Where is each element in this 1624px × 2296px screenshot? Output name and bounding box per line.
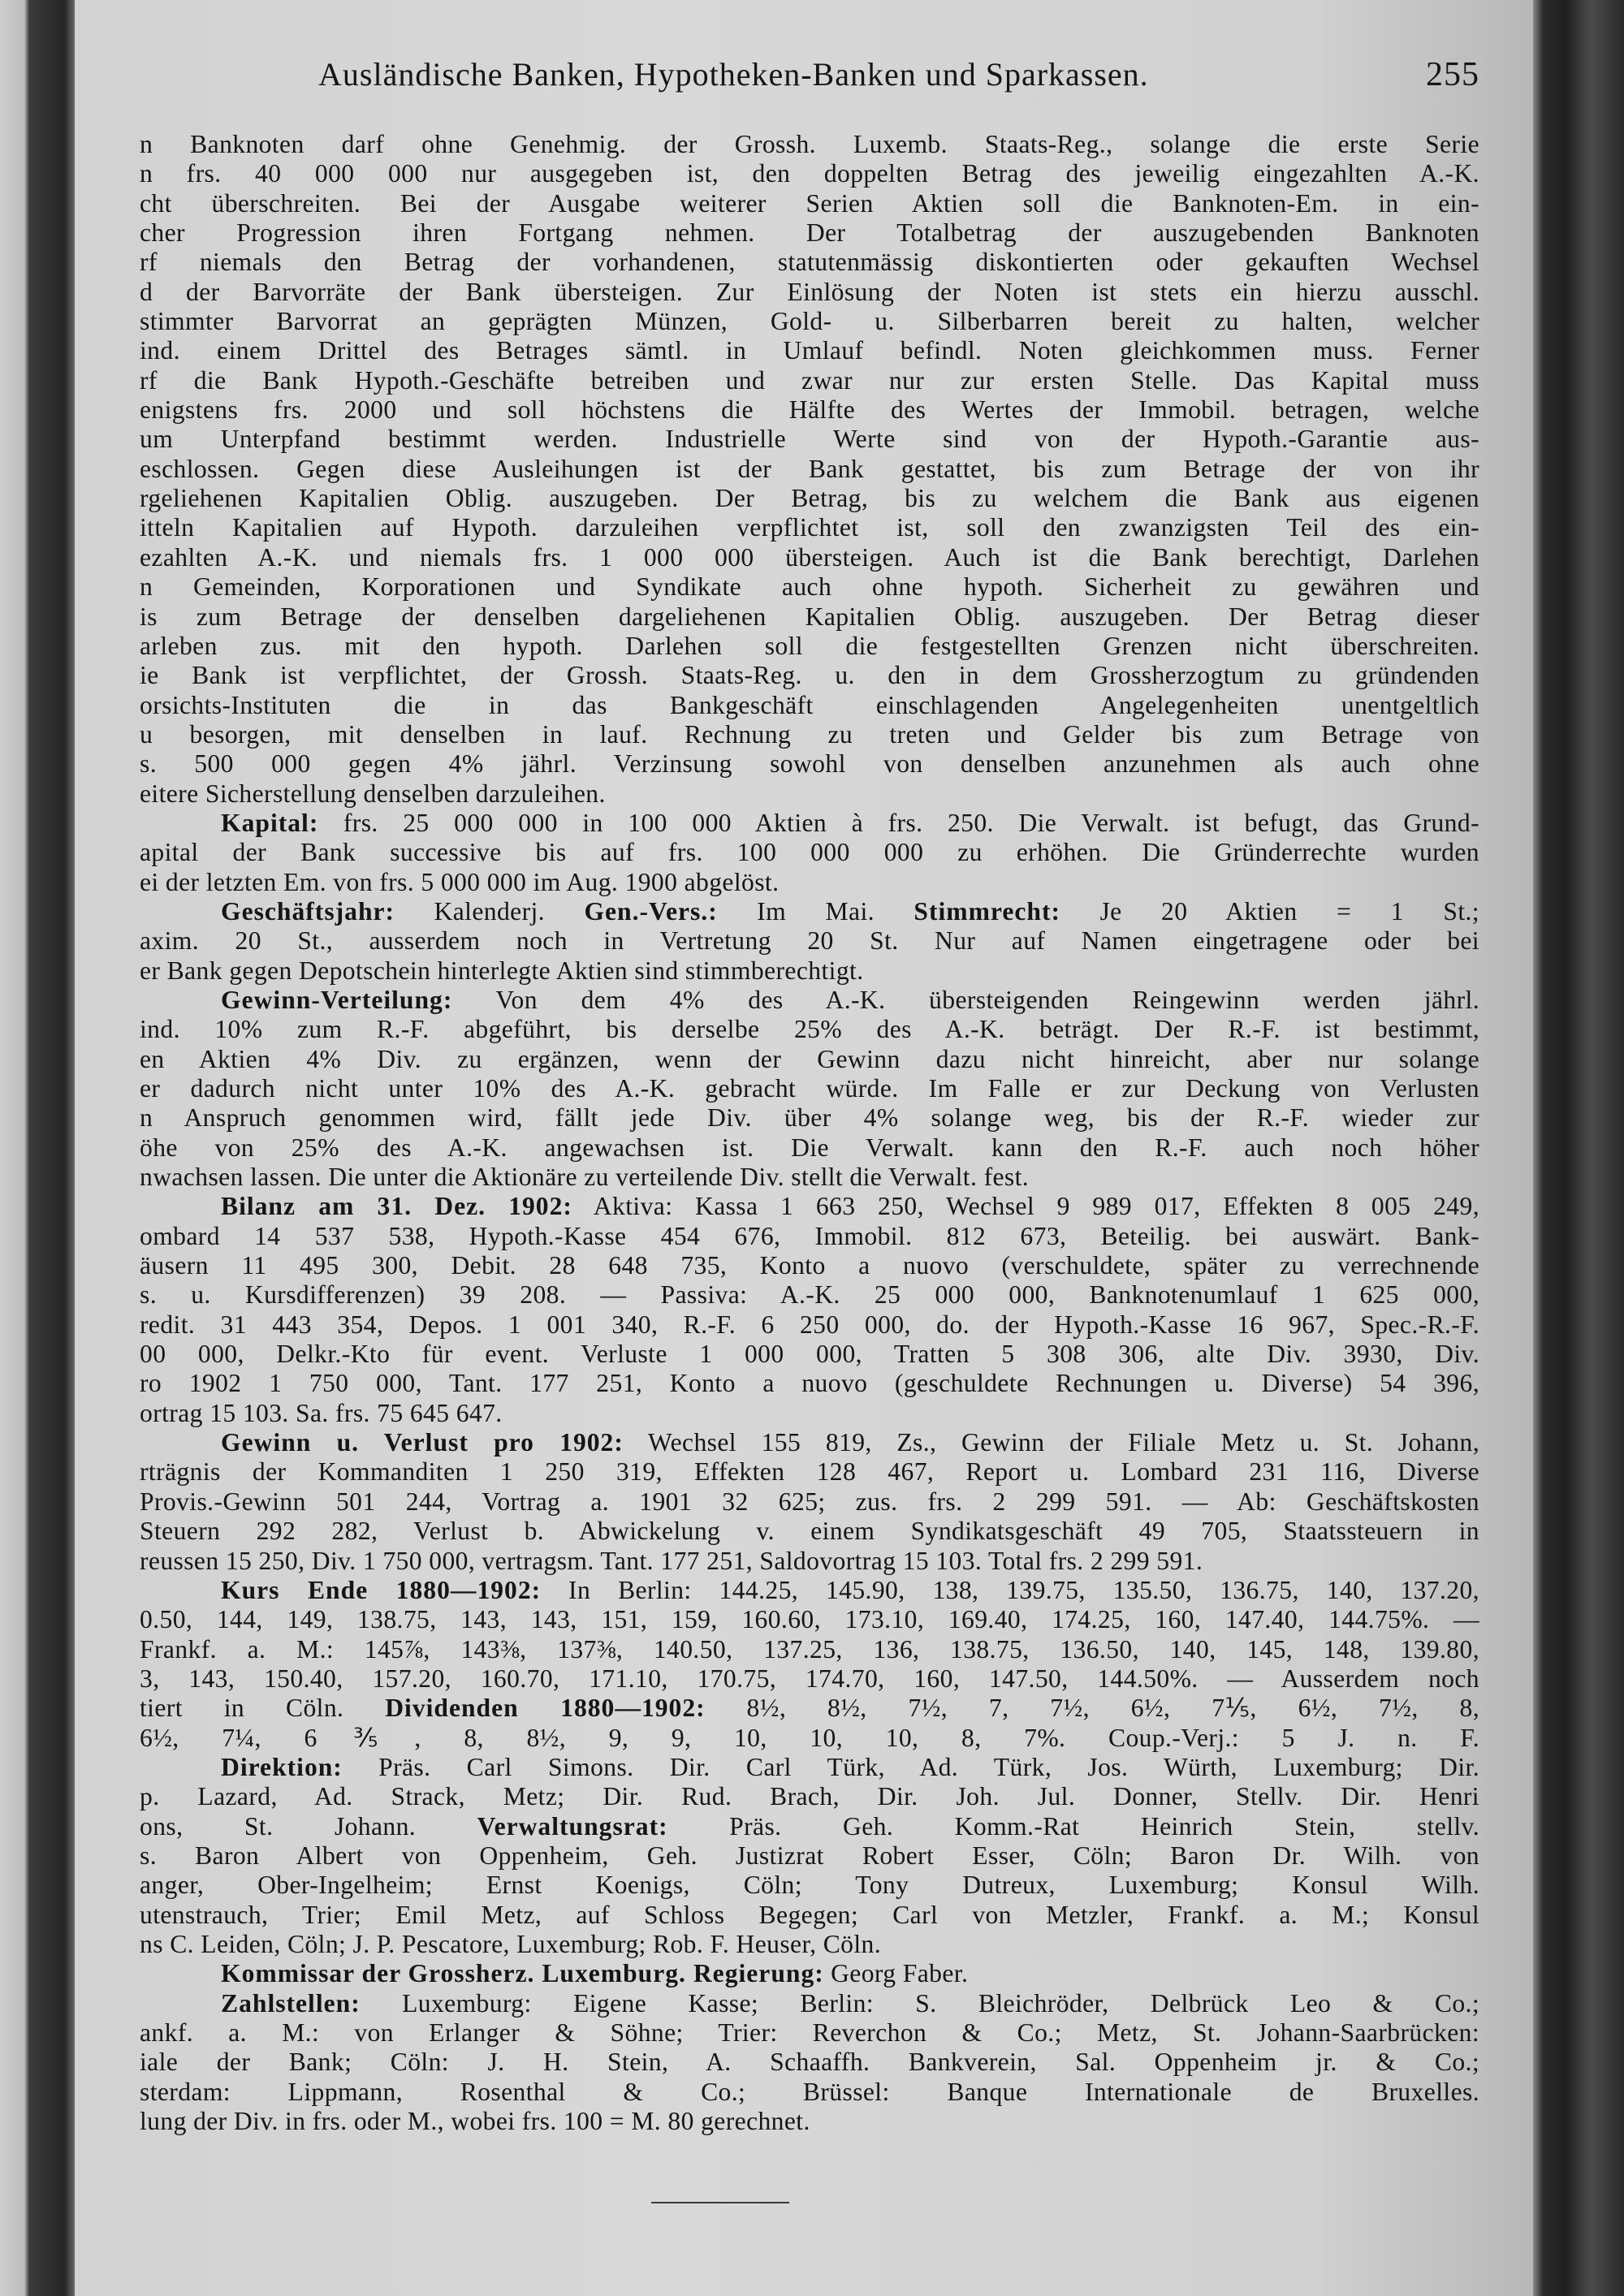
text-line: is zum Betrage der denselben dargeliehenen Kapitalien Oblig. auszugeben. Der Betrag dieser (140, 602, 1479, 631)
page-number: 255 (1426, 56, 1479, 93)
text-line: ei der letzten Em. von frs. 5 000 000 im Aug. 1900 abgelöst. (140, 867, 780, 896)
text-line: s. Baron Albert von Oppenheim, Geh. Justizrat Robert Esser, Cöln; Baron Dr. Wilh. von (140, 1841, 1479, 1870)
section-heading: Stimmrecht: (914, 896, 1061, 926)
text-line: itteln Kapitalien auf Hypoth. darzuleihen verpflichtet ist, soll den zwanzigsten Teil des ein- (140, 513, 1479, 542)
text-line: sterdam: Lippmann, Rosenthal & Co.; Brüssel: Banque Internationale de Bruxelles. (140, 2077, 1479, 2106)
text-line: s. u. Kursdifferenzen) 39 208. — Passiva: A.-K. 25 000 000, Banknotenumlauf 1 625 000, (140, 1280, 1479, 1310)
text-line: 00 000, Delkr.-Kto für event. Verluste 1 000 000, Tratten 5 308 306, alte Div. 3930, Div. (140, 1340, 1479, 1369)
text-line: ns C. Leiden, Cöln; J. P. Pescatore, Luxemburg; Rob. F. Heuser, Cöln. (140, 1929, 882, 1958)
text-line: stimmter Barvorrat an geprägten Münzen, Gold- u. Silberbarren bereit zu halten, welcher (140, 307, 1479, 336)
text-line: rträgnis der Kommanditen 1 250 319, Effekten 128 467, Report u. Lombard 231 116, Diverse (140, 1457, 1479, 1487)
text-line: Gewinn u. Verlust pro 1902: Wechsel 155 819, Zs., Gewinn der Filiale Metz u. St. Johann, (221, 1428, 1479, 1457)
text-line: Steuern 292 282, Verlust b. Abwickelung v. einem Syndikatsgeschäft 49 705, Staatssteuern in (140, 1517, 1479, 1546)
text-line: tiert in Cöln. Dividenden 1880—1902: 8½, 8½, 7½, 7, 7½, 6½, 7⅕, 6½, 7½, 8, (140, 1694, 1479, 1723)
text-line: Frankf. a. M.: 145⅞, 143⅜, 137⅜, 140.50, 137.25, 136, 138.75, 136.50, 140, 145, 148, 139.80, (140, 1634, 1479, 1664)
section-heading: Gewinn-Verteilung: (221, 985, 453, 1014)
section-heading: Gewinn u. Verlust pro 1902: (221, 1428, 624, 1457)
text-line: nwachsen lassen. Die unter die Aktionäre zu verteilende Div. stellt die Verwalt. fest. (140, 1163, 1030, 1192)
text-line: n Anspruch genommen wird, fällt jede Div. über 4% solange weg, bis der R.-F. wieder zur (140, 1103, 1479, 1133)
text-line: lung der Div. in frs. oder M., wobei frs. 100 = M. 80 gerechnet. (140, 2107, 810, 2136)
text-line: cher Progression ihren Fortgang nehmen. Der Totalbetrag der auszugebenden Banknoten (140, 218, 1479, 248)
text-line: cht überschreiten. Bei der Ausgabe weiterer Serien Aktien soll die Banknoten-Em. in ein- (140, 188, 1479, 218)
text-line: p. Lazard, Ad. Strack, Metz; Dir. Rud. Brach, Dir. Joh. Jul. Donner, Stellv. Dir. Henri (140, 1782, 1479, 1811)
text-line: axim. 20 St., ausserdem noch in Vertretung 20 St. Nur auf Namen eingetragene oder bei (140, 926, 1479, 956)
section-heading: Verwaltungsrat: (477, 1811, 668, 1841)
text-line: Direktion: Präs. Carl Simons. Dir. Carl Türk, Ad. Türk, Jos. Würth, Luxemburg; Dir. (221, 1752, 1479, 1781)
body-text (140, 130, 1479, 2136)
text-line: utenstrauch, Trier; Emil Metz, auf Schloss Begegen; Carl von Metzler, Frankf. a. M.; Konsul (140, 1900, 1479, 1929)
text-line: redit. 31 443 354, Depos. 1 001 340, R.-F. 6 250 000, do. der Hypoth.-Kasse 16 967, Spec.-R.-F. (140, 1310, 1479, 1339)
text-line: en Aktien 4% Div. zu ergänzen, wenn der Gewinn dazu nicht hinreicht, aber nur solange (140, 1044, 1479, 1073)
section-heading: Zahlstellen: (221, 1988, 361, 2018)
text-line: ortrag 15 103. Sa. frs. 75 645 647. (140, 1398, 503, 1427)
header-title: Ausländische Banken, Hypotheken-Banken und Sparkassen. (318, 56, 1149, 93)
text-line: reussen 15 250, Div. 1 750 000, vertragsm. Tant. 177 251, Saldovortrag 15 103. Total frs. 2 299 591. (140, 1546, 1203, 1575)
text-line: ind. einem Drittel des Betrages sämtl. in Umlauf befindl. Noten gleichkommen muss. Ferner (140, 336, 1479, 365)
section-heading: Kommissar der Grossherz. Luxemburg. Regierung: (221, 1959, 824, 1988)
text-line: Bilanz am 31. Dez. 1902: Aktiva: Kassa 1 663 250, Wechsel 9 989 017, Effekten 8 005 249, (221, 1192, 1479, 1221)
text-line: n frs. 40 000 000 nur ausgegeben ist, den doppelten Betrag des jeweilig eingezahlten A.-K. (140, 159, 1479, 188)
section-heading: Dividenden 1880—1902: (385, 1694, 706, 1723)
section-heading: Bilanz am 31. Dez. 1902: (221, 1192, 572, 1221)
text-line: ankf. a. M.: von Erlanger & Söhne; Trier: Reverchon & Co.; Metz, St. Johann-Saarbrücken: (140, 2018, 1479, 2047)
text-line: iale der Bank; Cöln: J. H. Stein, A. Schaaffh. Bankverein, Sal. Oppenheim jr. & Co.; (140, 2048, 1479, 2077)
text-line: 0.50, 144, 149, 138.75, 143, 143, 151, 159, 160.60, 173.10, 169.40, 174.25, 160, 147.40, 144.75%. — (140, 1605, 1479, 1634)
text-line: rf niemals den Betrag der vorhandenen, statutenmässig diskontierten oder gekauften Wechsel (140, 248, 1479, 277)
text-line: anger, Ober-Ingelheim; Ernst Koenigs, Cöln; Tony Dutreux, Luxemburg; Konsul Wilh. (140, 1871, 1479, 1900)
text-line: orsichts-Instituten die in das Bankgeschäft einschlagenden Angelegenheiten unentgeltlich (140, 690, 1479, 719)
text-line: Geschäftsjahr: Kalenderj. Gen.-Vers.: Im Mai. Stimmrecht: Je 20 Aktien = 1 St.; (221, 896, 1479, 926)
text-line: Kommissar der Grossherz. Luxemburg. Regierung: Georg Faber. (221, 1959, 969, 1988)
text-line: 3, 143, 150.40, 157.20, 160.70, 171.10, 170.75, 174.70, 160, 147.50, 144.50%. — Ausserdem noch (140, 1664, 1479, 1693)
text-line: eschlossen. Gegen diese Ausleihungen ist der Bank gestattet, bis zum Betrage der von ihr (140, 454, 1479, 483)
text-line: ombard 14 537 538, Hypoth.-Kasse 454 676, Immobil. 812 673, Beteilig. bei auswärt. Bank- (140, 1221, 1479, 1250)
text-line: apital der Bank successive bis auf frs. 100 000 000 zu erhöhen. Die Gründerrechte wurden (140, 838, 1479, 867)
text-line: eitere Sicherstellung denselben darzuleihen. (140, 779, 606, 808)
section-heading: Direktion: (221, 1752, 343, 1781)
text-line: er Bank gegen Depotschein hinterlegte Aktien sind stimmberechtigt. (140, 956, 864, 985)
text-line: n Gemeinden, Korporationen und Syndikate auch ohne hypoth. Sicherheit zu gewähren und (140, 572, 1479, 602)
text-line: d der Barvorräte der Bank übersteigen. Zur Einlösung der Noten ist stets ein hierzu ausschl. (140, 277, 1479, 306)
text-line: rgeliehenen Kapitalien Oblig. auszugeben. Der Betrag, bis zu welchem die Bank aus eigenen (140, 484, 1479, 513)
text-line: er dadurch nicht unter 10% des A.-K. gebracht würde. Im Falle er zur Deckung von Verlusten (140, 1074, 1479, 1103)
text-line: Kapital: frs. 25 000 000 in 100 000 Aktien à frs. 250. Die Verwalt. ist befugt, das Grund- (221, 808, 1479, 837)
page-edge-right (1533, 0, 1624, 2296)
binding-shadow-left (0, 0, 75, 2296)
text-line: Kurs Ende 1880—1902: In Berlin: 144.25, 145.90, 138, 139.75, 135.50, 136.75, 140, 137.20, (221, 1575, 1479, 1604)
section-heading: Kapital: (221, 808, 319, 837)
text-line: enigstens frs. 2000 und soll höchstens die Hälfte des Wertes der Immobil. betragen, welche (140, 395, 1479, 425)
end-rule (651, 2202, 789, 2203)
text-line: ons, St. Johann. Verwaltungsrat: Präs. Geh. Komm.-Rat Heinrich Stein, stellv. (140, 1811, 1479, 1841)
text-line: rf die Bank Hypoth.-Geschäfte betreiben und zwar nur zur ersten Stelle. Das Kapital muss (140, 365, 1479, 395)
text-line: ie Bank ist verpflichtet, der Grossh. Staats-Reg. u. den in dem Grossherzogtum zu gründenden (140, 661, 1479, 690)
text-line: arleben zus. mit den hypoth. Darlehen soll die festgestellten Grenzen nicht überschreiten. (140, 631, 1479, 660)
text-line: ezahlten A.-K. und niemals frs. 1 000 000 übersteigen. Auch ist die Bank berechtigt, Darlehen (140, 542, 1479, 572)
text-line: u besorgen, mit denselben in lauf. Rechnung zu treten und Gelder bis zum Betrage von (140, 719, 1479, 749)
text-line: n Banknoten darf ohne Genehmig. der Grossh. Luxemb. Staats-Reg., solange die erste Serie (140, 130, 1479, 158)
section-heading: Geschäftsjahr: (221, 896, 395, 926)
section-heading: Gen.-Vers.: (584, 896, 718, 926)
text-line: s. 500 000 gegen 4% jährl. Verzinsung sowohl von denselben anzunehmen als auch ohne (140, 749, 1479, 779)
text-line: um Unterpfand bestimmt werden. Industrielle Werte sind von der Hypoth.-Garantie aus- (140, 425, 1479, 454)
section-heading: Kurs Ende 1880—1902: (221, 1575, 542, 1604)
text-line: ro 1902 1 750 000, Tant. 177 251, Konto a nuovo (geschuldete Rechnungen u. Diverse) 54 396, (140, 1369, 1479, 1398)
text-line: Provis.-Gewinn 501 244, Vortrag a. 1901 32 625; zus. frs. 2 299 591. — Ab: Geschäftskosten (140, 1487, 1479, 1516)
text-line: öhe von 25% des A.-K. angewachsen ist. Die Verwalt. kann den R.-F. auch noch höher (140, 1133, 1479, 1162)
book-page (75, 0, 1533, 2296)
text-line: äusern 11 495 300, Debit. 28 648 735, Konto a nuovo (verschuldete, später zu verrechnende (140, 1251, 1479, 1280)
text-line: ind. 10% zum R.-F. abgeführt, bis derselbe 25% des A.-K. beträgt. Der R.-F. ist bestimmt, (140, 1015, 1479, 1044)
text-line: Gewinn-Verteilung: Von dem 4% des A.-K. übersteigenden Reingewinn werden jährl. (221, 985, 1479, 1014)
text-line: 6½, 7¼, 6⅗, 8, 8½, 9, 9, 10, 10, 10, 8, 7%. Coup.-Verj.: 5 J. n. F. (140, 1723, 1479, 1752)
text-line: Zahlstellen: Luxemburg: Eigene Kasse; Berlin: S. Bleichröder, Delbrück Leo & Co.; (221, 1988, 1479, 2018)
